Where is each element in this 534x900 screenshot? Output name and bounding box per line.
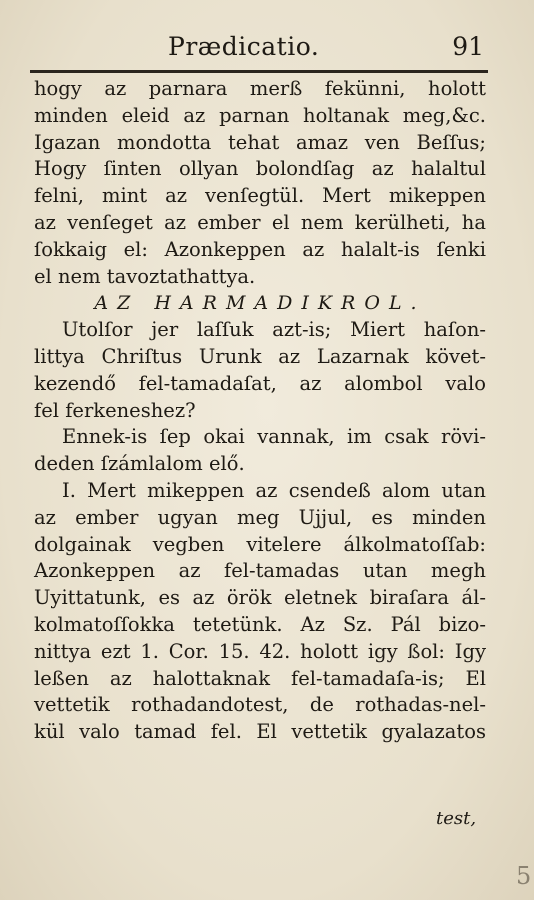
text-line: Utolſor jer laſſuk azt-is; Miert haſon- bbox=[62, 318, 486, 342]
text-line: dolgainak vegben vitelere álkolmatoſſab: bbox=[34, 532, 486, 556]
text-block bbox=[34, 76, 486, 746]
text-line: littya Chriſtus Urunk az Lazarnak követ- bbox=[34, 344, 486, 368]
text-line: felni, mint az venſegtül. Mert mikeppen bbox=[34, 184, 486, 208]
text-line: hogy az parnara merß fekünni, holott bbox=[34, 77, 486, 100]
text-line: leßen az halottaknak fel-tamadaſa-is; El bbox=[34, 666, 486, 690]
text-line: kolmatoſſokka tetetünk. Az Sz. Pál bizo- bbox=[34, 612, 486, 636]
text-line: Azonkeppen az fel-tamadas utan megh bbox=[34, 559, 486, 583]
text-line: fel ferkeneshez? bbox=[34, 398, 196, 422]
text-line: Igazan mondotta tehat amaz ven Beſſus; bbox=[34, 130, 486, 154]
text-line: az ember ugyan meg Ujjul, es minden bbox=[34, 505, 486, 529]
adjacent-page-number: 5 bbox=[516, 862, 532, 890]
header-rule bbox=[30, 70, 488, 73]
text-line: el nem tavoztathattya. bbox=[34, 264, 256, 288]
section-heading: AZ HARMADIKROL. bbox=[94, 292, 426, 315]
catchword: test, bbox=[436, 808, 477, 829]
text-line: Uyittatunk, es az örök eletnek biraſara ál- bbox=[34, 586, 486, 610]
text-line: Hogy ſinten ollyan bolondſag az halaltul bbox=[34, 157, 486, 181]
text-line: vettetik rothadandotest, de rothadas-nel- bbox=[34, 693, 486, 717]
text-line: az venſeget az ember el nem kerülheti, ha bbox=[34, 210, 486, 234]
page-number: 91 bbox=[452, 32, 484, 61]
running-title: Prædicatio. bbox=[168, 32, 320, 61]
text-line: ſokkaig el: Azonkeppen az halalt-is ſenki bbox=[34, 237, 486, 261]
text-line: nittya ezt 1. Cor. 15. 42. holott igy ßol: Igy bbox=[34, 639, 486, 663]
page-header bbox=[30, 30, 490, 64]
text-line: minden eleid az parnan holtanak meg,&c. bbox=[34, 103, 486, 127]
text-line: kül valo tamad fel. El vettetik gyalazatos bbox=[34, 720, 486, 744]
text-line: I. Mert mikeppen az csendeß alom utan bbox=[62, 478, 486, 502]
text-line: Ennek-is ſep okai vannak, im csak rövi- bbox=[62, 425, 486, 449]
text-line: kezendő fel-tamadaſat, az alombol valo bbox=[34, 371, 486, 395]
text-line: deden ſzámlalom elő. bbox=[34, 452, 245, 476]
